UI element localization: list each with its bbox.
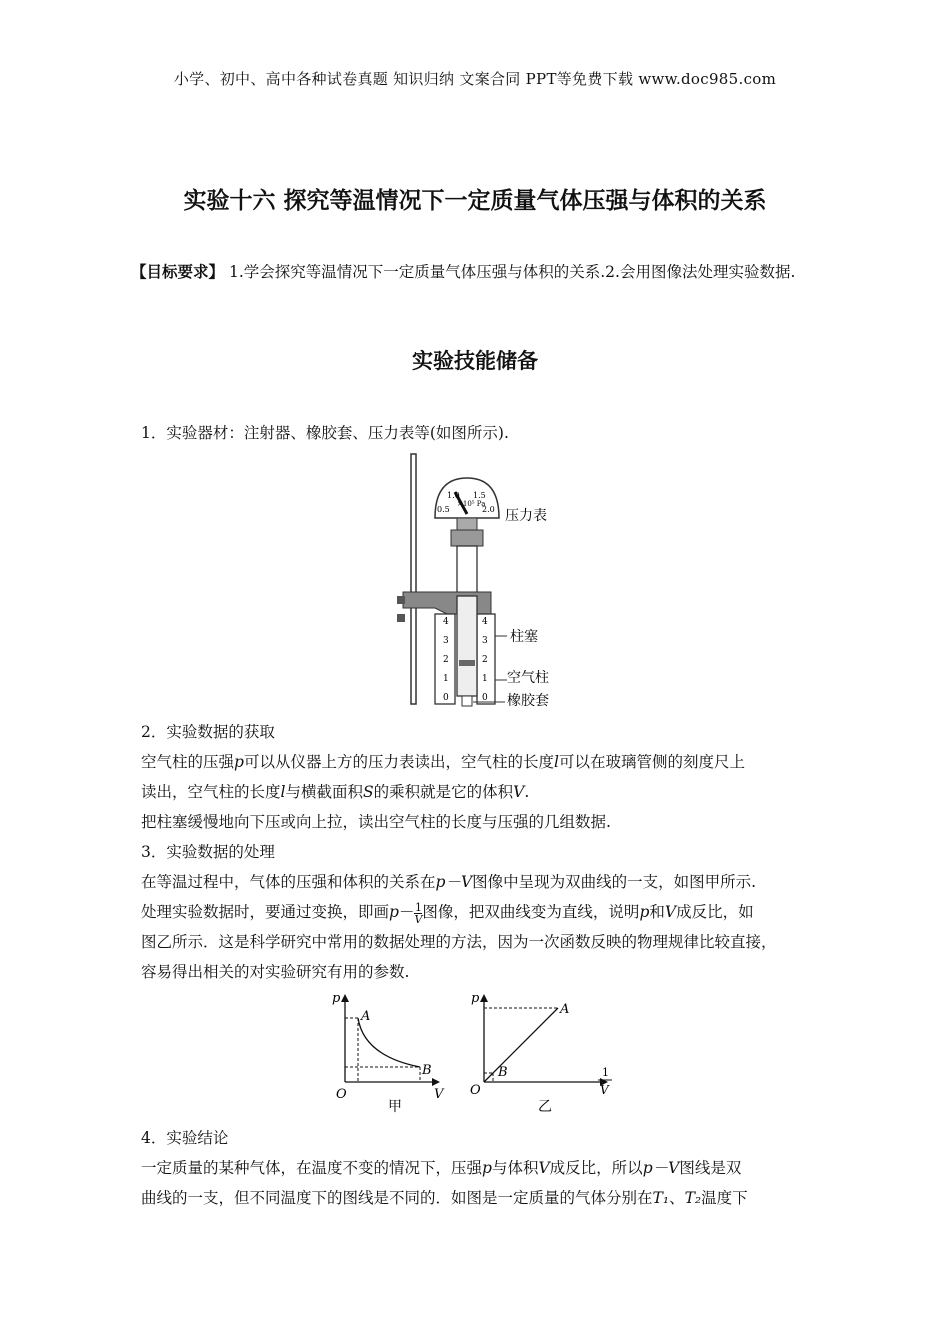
- gauge-label: 压力表: [505, 508, 547, 524]
- dial-10: 1.0: [447, 491, 460, 500]
- s3-line1: 在等温过程中，气体的压强和体积的关系在p－V图像中呈现为双曲线的一支，如图甲所示.: [141, 873, 757, 891]
- goal-tag: 【目标要求】: [131, 262, 225, 281]
- jia-o-label: O: [336, 1087, 347, 1102]
- scale-right-3: 3: [482, 636, 488, 646]
- gauge-nut: [451, 530, 483, 546]
- s3-line4: 容易得出相关的对实验研究有用的参数.: [141, 963, 410, 981]
- stand-rod: [411, 454, 416, 704]
- jia-caption: 甲: [388, 1099, 402, 1115]
- s4-line2: 曲线的一支，但不同温度下的图线是不同的．如图是一定质量的气体分别在T₁、T₂温度下: [141, 1189, 748, 1207]
- air-label: 空气柱: [507, 670, 549, 686]
- s4-heading: 4．实验结论: [141, 1129, 229, 1147]
- jia-a-label: A: [361, 1009, 371, 1024]
- s4-block: [141, 1123, 813, 1213]
- s2-line3: 把柱塞缓慢地向下压或向上拉，读出空气柱的长度与压强的几组数据.: [141, 813, 611, 831]
- jia-p-label: p: [332, 991, 341, 1006]
- yi-y-arrow: [480, 994, 488, 1002]
- syringe-tube: [457, 596, 477, 696]
- gauge-stem: [457, 518, 477, 530]
- goal-paragraph: [131, 256, 813, 288]
- s3-line2: 处理实验数据时，要通过变换，即画p－ $\frac{1}{V}$ 图像，把双曲线变为直线，说明p和V成反比，如: [141, 900, 754, 926]
- dial-unit: ×10⁵ Pa: [457, 500, 486, 508]
- jia-x-arrow: [432, 1078, 440, 1086]
- s2-heading: 2．实验数据的获取: [141, 723, 275, 741]
- jia-hyperbola: [358, 1018, 420, 1067]
- dial-20: 2.0: [482, 505, 495, 514]
- s4-line1: 一定质量的某种气体，在温度不变的情况下，压强p与体积V成反比，所以p－V图线是双: [141, 1159, 742, 1177]
- yi-b-label: B: [498, 1065, 508, 1080]
- s2-block: [141, 717, 813, 987]
- apparatus-figure: [395, 450, 575, 750]
- graph-jia: [330, 990, 450, 1118]
- yi-caption: 乙: [538, 1099, 552, 1115]
- scale-right-2: 2: [482, 655, 488, 665]
- yi-o-label: O: [470, 1083, 481, 1098]
- fraction-inline: $\frac{1}{V}$: [414, 900, 423, 926]
- scale-right-4: 4: [482, 617, 488, 627]
- s3-line3: 图乙所示．这是科学研究中常用的数据处理的方法，因为一次函数反映的物理规律比较直接，: [141, 933, 777, 951]
- goal-text: 1.学会探究等温情况下一定质量气体压强与体积的关系.2.会用图像法处理实验数据.: [228, 263, 796, 281]
- jia-y-arrow: [341, 994, 349, 1002]
- dial-15: 1.5: [473, 491, 486, 500]
- yi-line: [484, 1008, 558, 1082]
- graph-yi: [466, 990, 616, 1118]
- scale-left-1: 1: [443, 674, 449, 684]
- s2-line1: 空气柱的压强p可以从仪器上方的压力表读出，空气柱的长度l可以在玻璃管侧的刻度尺上: [141, 753, 745, 771]
- rubber-label: 橡胶套: [507, 693, 549, 709]
- page-header: 小学、初中、高中各种试卷真题 知识归纳 文案合同 PPT等免费下载 www.doc985.com: [173, 70, 777, 88]
- plunger-rod: [457, 546, 477, 596]
- s1-heading-text: 1．实验器材：注射器、橡胶套、压力表等(如图所示).: [141, 424, 509, 442]
- section-title: 实验技能储备: [412, 349, 538, 373]
- s3-heading: 3．实验数据的处理: [141, 843, 275, 861]
- yi-frac-den: V: [600, 1083, 609, 1097]
- scale-right-0: 0: [482, 693, 488, 703]
- yi-a-label: A: [560, 1002, 570, 1017]
- clamp-screw-top: [397, 596, 405, 604]
- yi-frac-num: 1: [602, 1066, 609, 1079]
- plunger-head: [459, 660, 475, 666]
- clamp-screw-bottom: [397, 614, 405, 622]
- dial-05: 0.5: [437, 505, 450, 514]
- page-title: 实验十六 探究等温情况下一定质量气体压强与体积的关系: [183, 188, 767, 214]
- scale-left-4: 4: [443, 617, 449, 627]
- plunger-label: 柱塞: [510, 629, 538, 645]
- jia-b-label: B: [422, 1063, 432, 1078]
- jia-v-label: V: [434, 1087, 444, 1102]
- scale-left-0: 0: [443, 693, 449, 703]
- rubber-cap: [462, 696, 472, 706]
- s1-heading: [141, 418, 813, 448]
- scale-left-2: 2: [443, 655, 449, 665]
- scale-left-3: 3: [443, 636, 449, 646]
- scale-right-1: 1: [482, 674, 488, 684]
- yi-p-label: p: [471, 991, 480, 1006]
- s2-line2: 读出，空气柱的长度l与横截面积S的乘积就是它的体积V.: [141, 783, 530, 801]
